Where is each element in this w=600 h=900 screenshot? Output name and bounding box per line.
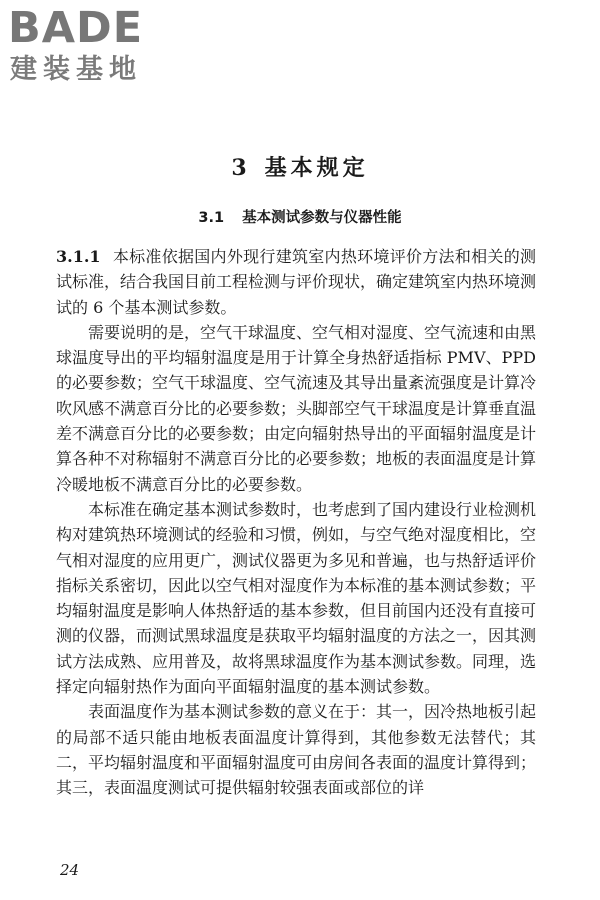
page-number: 24 [60,861,80,879]
section-number: 3.1 [198,210,225,226]
explanation-paragraph-2: 本标准在确定基本测试参数时，也考虑到了国内建设行业检测机构对建筑热环境测试的经验和习惯，例如，与空气绝对湿度相比，空气相对湿度的应用更广，测试仪器更为多见和普遍，也与热舒适评价指标关系密切，因此以空气相对湿度作为本标准的基本测试参数；平均辐射温度是影响人体热舒适的基本参数，但目前国内还没有直接可测的仪器，而测试黑球温度是获取平均辐射温度的方法之一，因其测试方法成熟、应用普及，故将黑球温度作为基本测试参数。同理，选择定向辐射热作为面向平面辐射温度的基本测试参数。 [56,499,537,697]
chapter-title [0,153,600,183]
watermark-chinese: 建装基地 [10,54,142,85]
body-text [56,244,536,801]
chapter-title-text: 基本规定 [264,155,369,181]
explanation-paragraph-3: 表面温度作为基本测试参数的意义在于：其一，因冷热地板引起的局部不适只能由地板表面温度计算得到，其他参数无法替代；其二，平均辐射温度和平面辐射温度可由房间各表面的温度计算得到；其三，表面温度测试可提供辐射较强表面或部位的详 [56,702,537,798]
watermark-logo [8,4,178,90]
chapter-number: 3 [231,155,251,181]
clause-number: 3.1.1 [56,247,101,266]
section-title [0,207,600,229]
clause-text: 本标准依据国内外现行建筑室内热环境评价方法和相关的测试标准，结合我国目前工程检测与评价现状，确定建筑室内热环境测试的 6 个基本测试参数。 [56,247,537,317]
clause-paragraph [56,244,536,320]
explanation-paragraph-1: 需要说明的是，空气干球温度、空气相对湿度、空气流速和由黑球温度导出的平均辐射温度是用于计算全身热舒适指标 PMV、PPD 的必要参数；空气干球温度、空气流速及其导出量紊流强度是计算冷吹风感不满意百分比的必要参数；头脚部空气干球温度是计算垂直温差不满意百分比的必要参数；由定向辐射热导出的平面辐射温度是计算各种不对称辐射不满意百分比的必要参数；地板的表面温度是计算冷暖地板不满意百分比的必要参数。 [56,322,537,494]
watermark-latin: BADE [8,3,144,53]
section-title-text: 基本测试参数与仪器性能 [242,210,402,226]
